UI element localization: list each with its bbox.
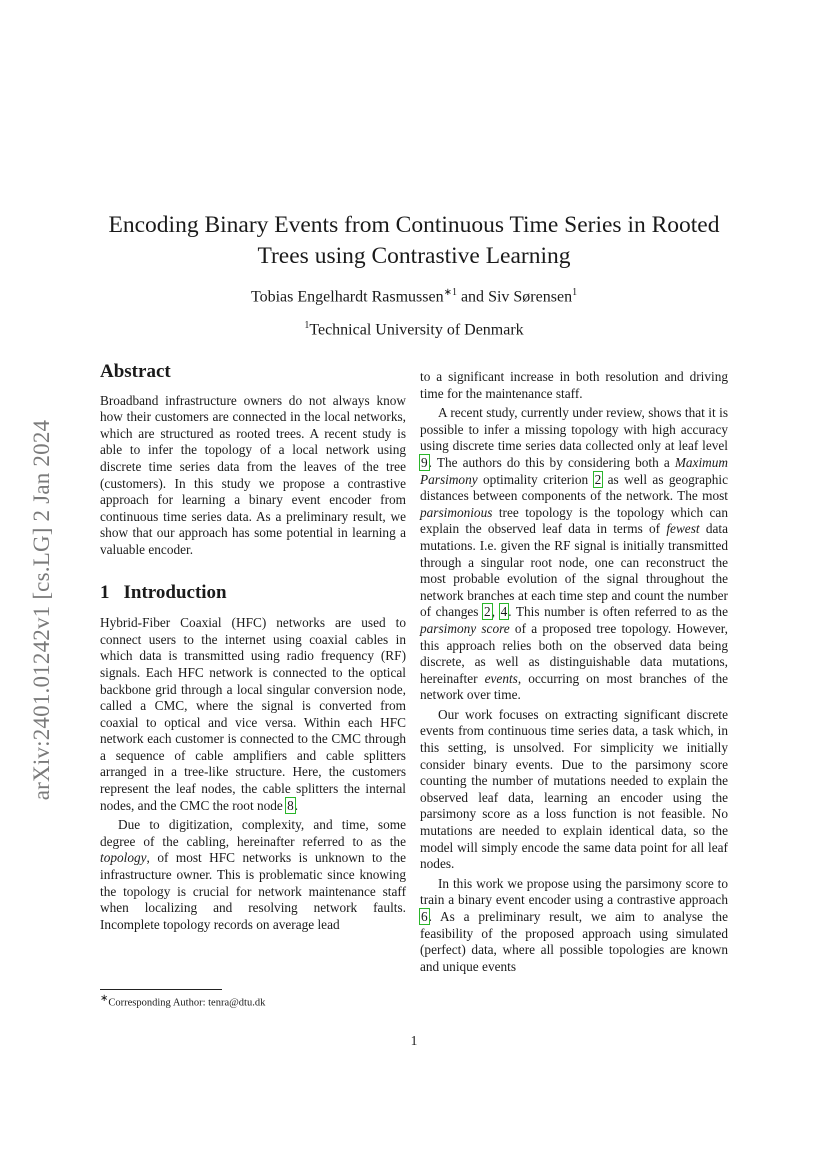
r-p1-text-h: of a proposed tree topology. However, this approach relies both on the observed data being discrete, as well as distinguishable data mutations, hereinafter: [420, 620, 728, 686]
intro-paragraph-1: [100, 615, 406, 814]
intro-paragraph-2: [100, 817, 406, 933]
citation-link[interactable]: 6: [421, 909, 428, 924]
abstract-heading: Abstract: [100, 361, 171, 382]
r-p1-text-a: A recent study, currently under review, shows that it is possible to infer a missing topology with high accuracy using discrete time series data collected only at leaf level: [420, 405, 728, 454]
page-number: 1: [410, 1033, 418, 1048]
title-line-1: Encoding Binary Events from Continuous Time Series in Rooted: [108, 212, 720, 238]
arxiv-identifier-stamp: [22, 380, 62, 840]
footnote-rule: [100, 989, 222, 990]
r-p1-emph-5: events: [484, 670, 518, 686]
r-p1-cite-sep: ,: [491, 604, 500, 620]
r-p1-emph-1: Maximum Parsimony: [420, 454, 728, 487]
r-p1-text-f: data mutations. I.e. given the RF signal is initially transmitted through a singular root node, one can reconstruct the most probable evolution of the signal throughout the network branches at each time step and count the number of changes: [420, 521, 728, 620]
title-line-2: Trees using Contrastive Learning: [257, 243, 571, 269]
section-title: Introduction: [123, 581, 227, 603]
intro-p2-text: Due to digitization, complexity, and time, some degree of the cabling, hereinafter referred to as the: [100, 817, 406, 849]
footnote-mark: ∗: [100, 993, 109, 1004]
right-paragraph-0: to a significant increase in both resolution and driving time for the maintenance staff.: [420, 369, 728, 401]
citation-link[interactable]: 2: [484, 604, 491, 620]
affiliation: [90, 320, 738, 339]
arxiv-id-text: arXiv:2401.01242v1 [cs.LG] 2 Jan 2024: [29, 419, 54, 801]
right-paragraph-1: [420, 405, 728, 704]
right-paragraph-3: [420, 876, 728, 976]
footnote-text: Corresponding Author: tenra@dtu.dk: [108, 997, 266, 1009]
r-p1-text-d: as well as geographic distances between components of the network. The most: [420, 471, 728, 504]
r-p1-text-c: optimality criterion: [477, 471, 594, 487]
r-p3-text-a: In this work we propose using the parsimony score to train a binary event encoder using a contrastive approach: [420, 875, 728, 908]
intro-p2-emph: topology: [100, 850, 147, 866]
r-p1-emph-3: fewest: [666, 521, 700, 537]
r-p3-text-b: . As a preliminary result, we aim to analyse the feasibility of the proposed approach using simulated (perfect) data, where all possible topologies are known and unique events: [420, 909, 728, 974]
citation-link[interactable]: 8: [287, 797, 294, 813]
abstract-text: Broadband infrastructure owners do not always know how their customers are connected in the local networks, which are structured as rooted trees. A recent study is able to infer the topology of a local network using discrete time series data from the leaves of the tree (customers). In this study we propose a contrastive approach for learning a binary event encoder from continuous time series data. As a preliminary result, we show that our approach has some potential in learning a valuable encoder.: [100, 392, 406, 557]
r-p1-text-b: . The authors do this by considering both a: [428, 454, 675, 470]
r-p1-text-g: . This number is often referred to as the: [508, 604, 728, 620]
affiliation-name: Technical University of Denmark: [309, 321, 524, 339]
r-p1-emph-2: parsimonious: [420, 504, 493, 520]
author-1-marks: ∗1: [443, 287, 457, 298]
right-paragraph-2: Our work focuses on extracting significant discrete events from continuous time series data, a task which, in this setting, is unsolved. For simplicity we initially consider binary events. Due to the parsimony score counting the number of mutations needed to explain the observed leaf data, learning an encoder using the parsimony score as a loss function is not feasible. No mutations are needed to explain identical data, so the model will simply encode the same data point for all leaf nodes.: [420, 706, 728, 872]
right-column: [420, 369, 728, 975]
intro-p1-text: Hybrid-Fiber Coaxial (HFC) networks are used to connect users to the internet using coaxial cables in which data is transmitted using radio frequency (RF) signals. Each HFC network is connected to the optical backbone grid through a local singular conversion node, called a CMC, where the signal is converted from coaxial to optical and vice versa. Within each HFC network each customer is connected to the CMC through a sequence of cable amplifiers and cable splitters arranged in a tree-like structure. Here, the customers represent the leaf nodes, the cable splitters the internal nodes, and the CMC the root node: [100, 615, 406, 813]
affiliation-mark: 1: [304, 320, 310, 331]
intro-p1-end: .: [294, 797, 299, 813]
r-p1-text-i: , occurring on most branches of the network over time.: [420, 670, 728, 703]
footnote: [100, 993, 406, 1009]
section-number: 1: [100, 581, 110, 603]
introduction-heading: [100, 581, 406, 603]
author-1: Tobias Engelhardt Rasmussen: [250, 288, 444, 306]
r-p1-emph-4: parsimony score: [420, 620, 510, 636]
paper-title: [90, 210, 738, 272]
author-2-marks: 1: [572, 287, 578, 298]
author-2: Siv Sørensen: [488, 288, 573, 306]
author-and: and: [456, 288, 489, 306]
citation-link[interactable]: 2: [594, 471, 602, 487]
intro-p2-text-b: , of most HFC networks is unknown to the infrastructure owner. This is problematic since knowing the topology is crucial for network maintenance staff when localizing and resolving network faults. Incomplete topology records on average lead: [100, 850, 406, 932]
citation-link[interactable]: 9: [421, 454, 428, 470]
left-column: [100, 361, 406, 933]
citation-link[interactable]: 4: [500, 604, 508, 620]
r-p1-text-e: tree topology is the topology which can explain the observed leaf data in terms of: [420, 504, 728, 537]
author-list: [90, 287, 738, 306]
